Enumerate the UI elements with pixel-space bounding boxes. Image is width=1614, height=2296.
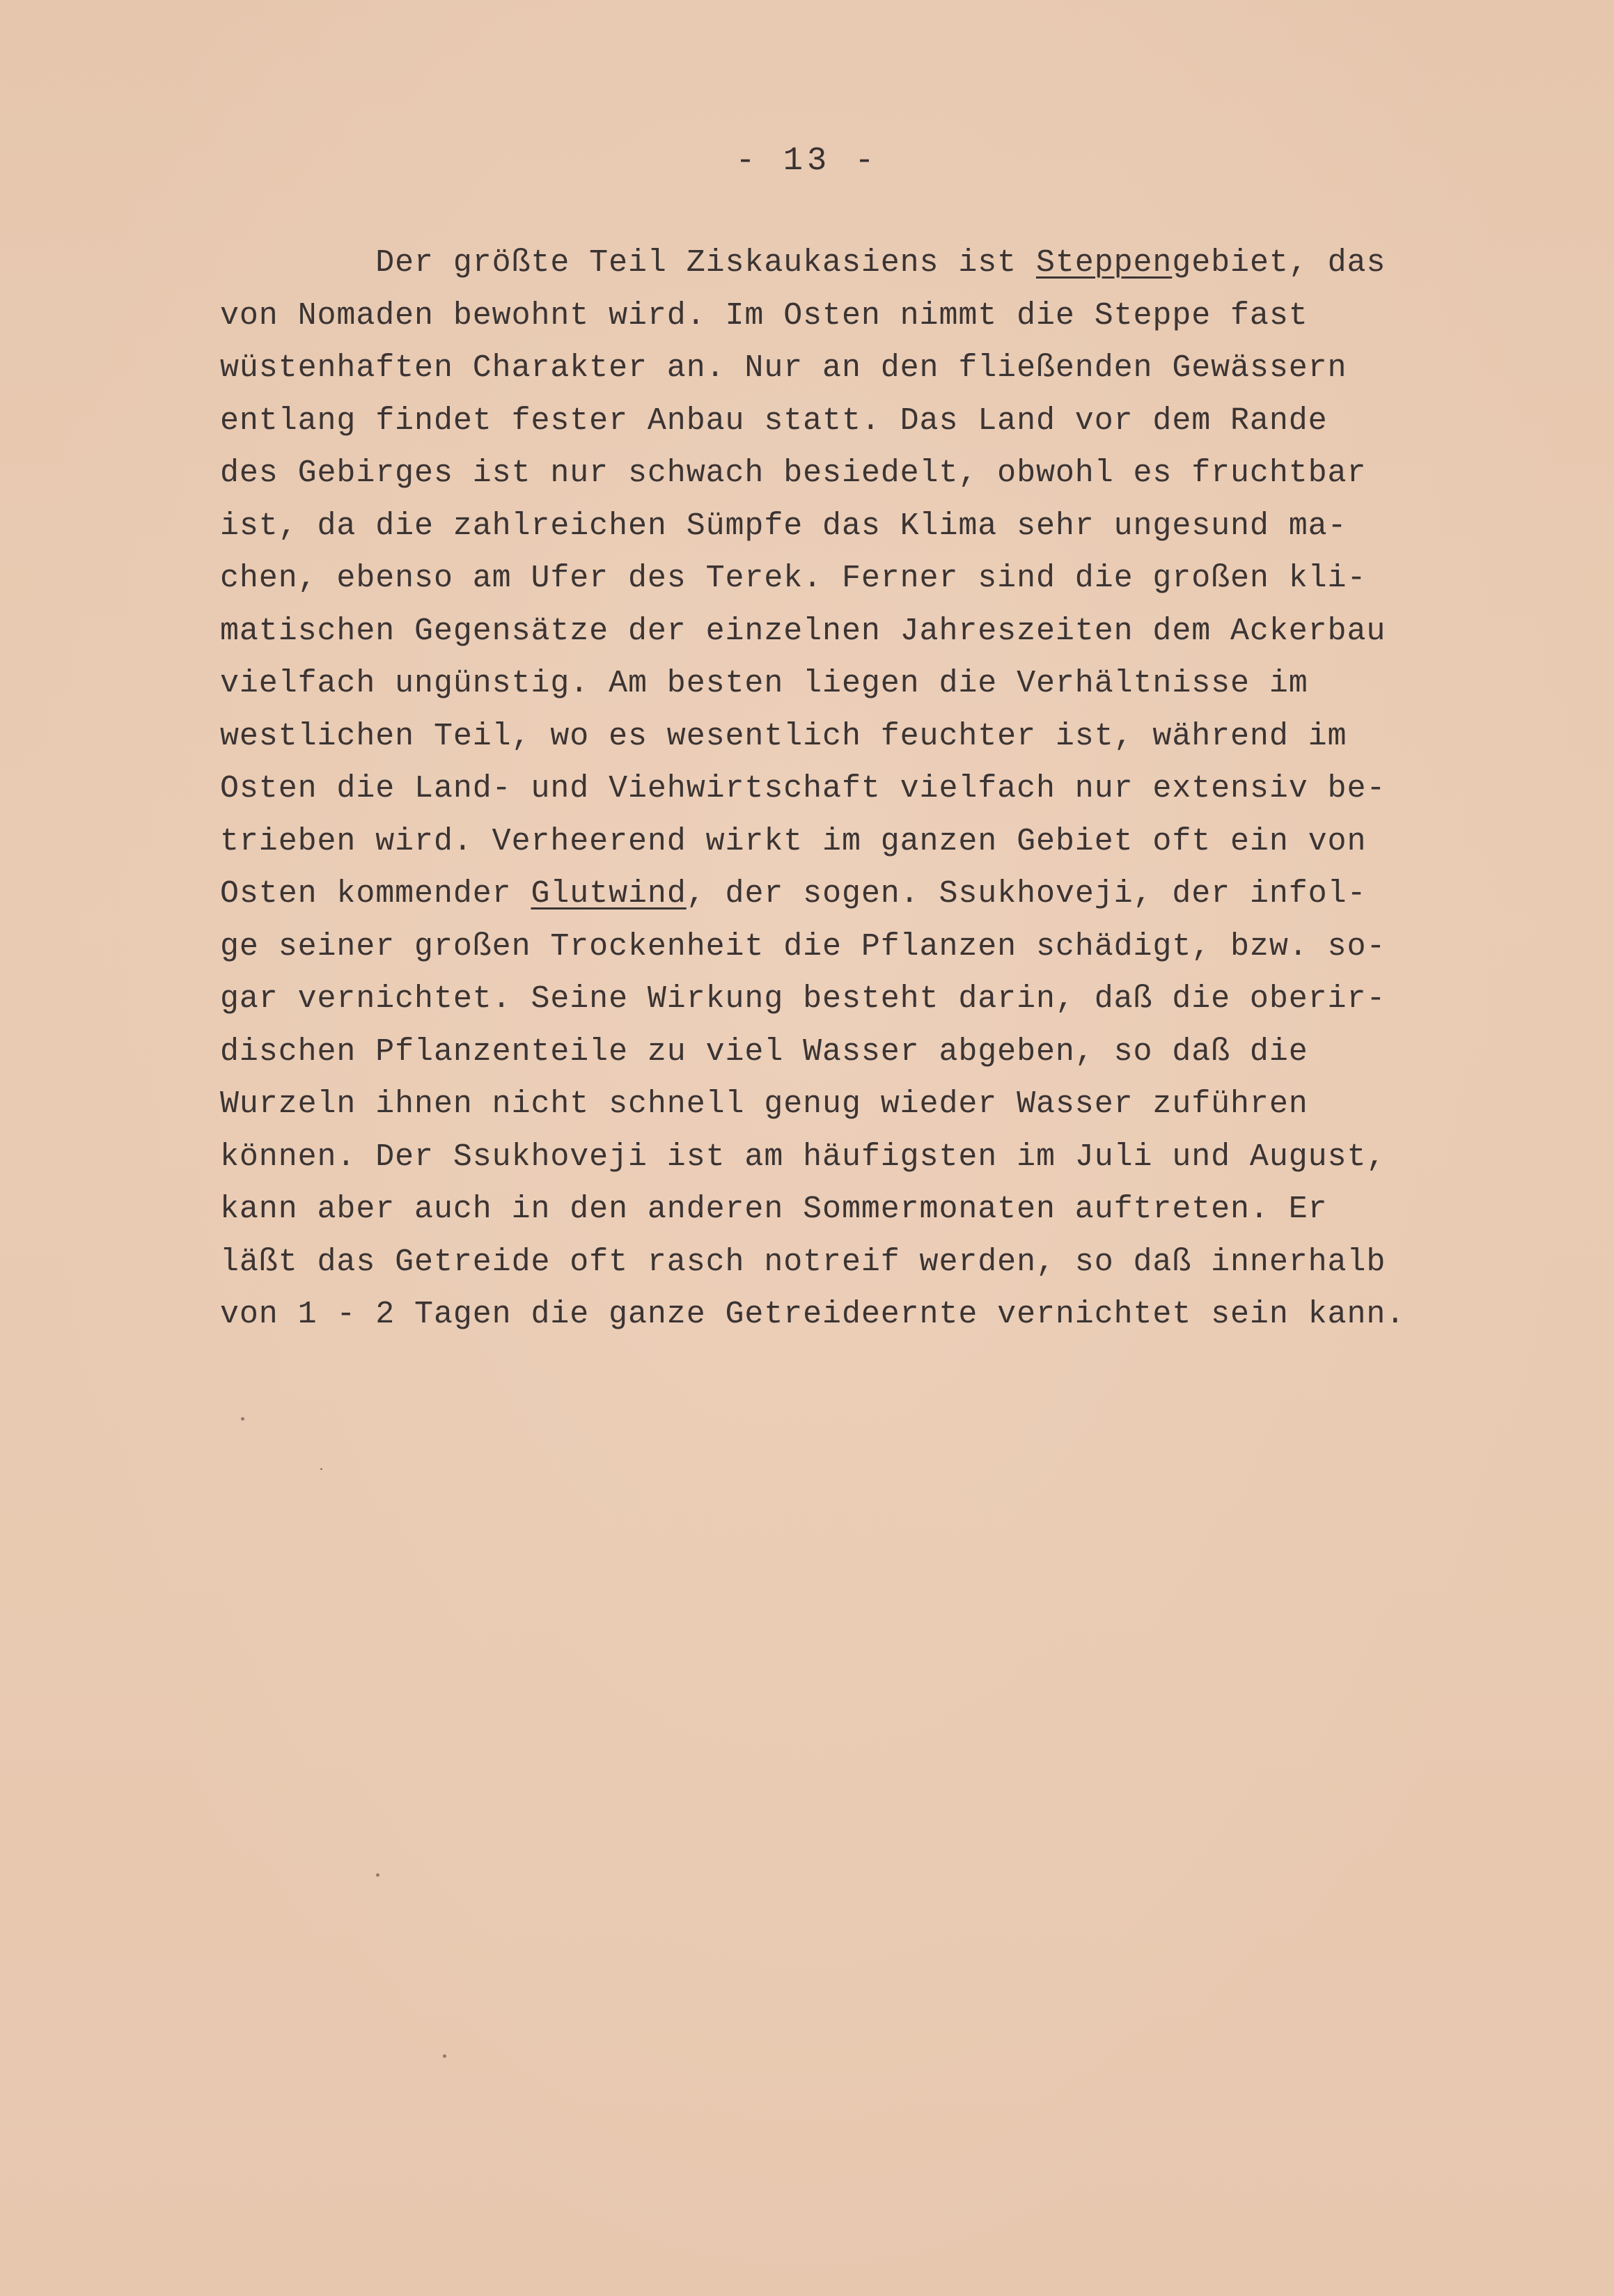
text-line: matischen Gegensätze der einzelnen Jahreszeiten dem Ackerbau xyxy=(220,613,1386,649)
text-line: chen, ebenso am Ufer des Terek. Ferner sind die großen kli- xyxy=(220,561,1367,596)
paper-speck xyxy=(241,1417,244,1421)
text-line: von Nomaden bewohnt wird. Im Osten nimmt die Steppe fast xyxy=(220,297,1308,334)
body-paragraph xyxy=(220,237,1543,1341)
text-line: vielfach ungünstig. Am besten liegen die Verhältnisse im xyxy=(220,666,1308,701)
underlined-term-glutwind: Glutwind xyxy=(531,876,687,912)
text-line: dischen Pflanzenteile zu viel Wasser abgeben, so daß die xyxy=(220,1033,1308,1070)
text-line: kann aber auch in den anderen Sommermonaten auftreten. Er xyxy=(220,1192,1328,1227)
underlined-term-steppen: Steppen xyxy=(1035,245,1173,281)
text-line: können. Der Ssukhoveji ist am häufigsten im Juli und August, xyxy=(220,1139,1386,1175)
text-segment: Osten kommender xyxy=(220,876,531,912)
page-number: - 13 - xyxy=(735,143,879,180)
text-line: läßt das Getreide oft rasch notreif werden, so daß innerhalb xyxy=(220,1244,1386,1280)
text-line: wüstenhaften Charakter an. Nur an den fließenden Gewässern xyxy=(220,350,1347,386)
text-line xyxy=(220,237,1543,290)
text-segment: Der größte Teil Ziskaukasiens ist xyxy=(220,245,1036,281)
text-segment: gebiet, das xyxy=(1172,245,1386,281)
text-line: Wurzeln ihnen nicht schnell genug wieder Wasser zuführen xyxy=(220,1086,1308,1122)
text-line: ge seiner großen Trockenheit die Pflanzen schädigt, bzw. so- xyxy=(220,928,1386,965)
text-segment: , der sogen. Ssukhoveji, der infol- xyxy=(686,876,1367,912)
text-line: Osten die Land- und Viehwirtschaft vielfach nur extensiv be- xyxy=(220,771,1386,806)
text-line: gar vernichtet. Seine Wirkung besteht darin, daß die oberir- xyxy=(220,981,1386,1017)
text-line: westlichen Teil, wo es wesentlich feuchter ist, während im xyxy=(220,718,1347,754)
text-line: von 1 - 2 Tagen die ganze Getreideernte vernichtet sein kann. xyxy=(220,1297,1406,1332)
text-line: ist, da die zahlreichen Sümpfe das Klima sehr ungesund ma- xyxy=(220,508,1347,544)
paper-speck xyxy=(320,1468,322,1470)
text-line: des Gebirges ist nur schwach besiedelt, obwohl es fruchtbar xyxy=(220,455,1367,491)
text-line: trieben wird. Verheerend wirkt im ganzen Gebiet oft ein von xyxy=(220,823,1367,859)
paper-speck xyxy=(376,1873,379,1877)
paper-speck xyxy=(443,2054,446,2058)
text-line: entlang findet fester Anbau statt. Das Land vor dem Rande xyxy=(220,403,1328,439)
text-line xyxy=(220,868,1543,921)
